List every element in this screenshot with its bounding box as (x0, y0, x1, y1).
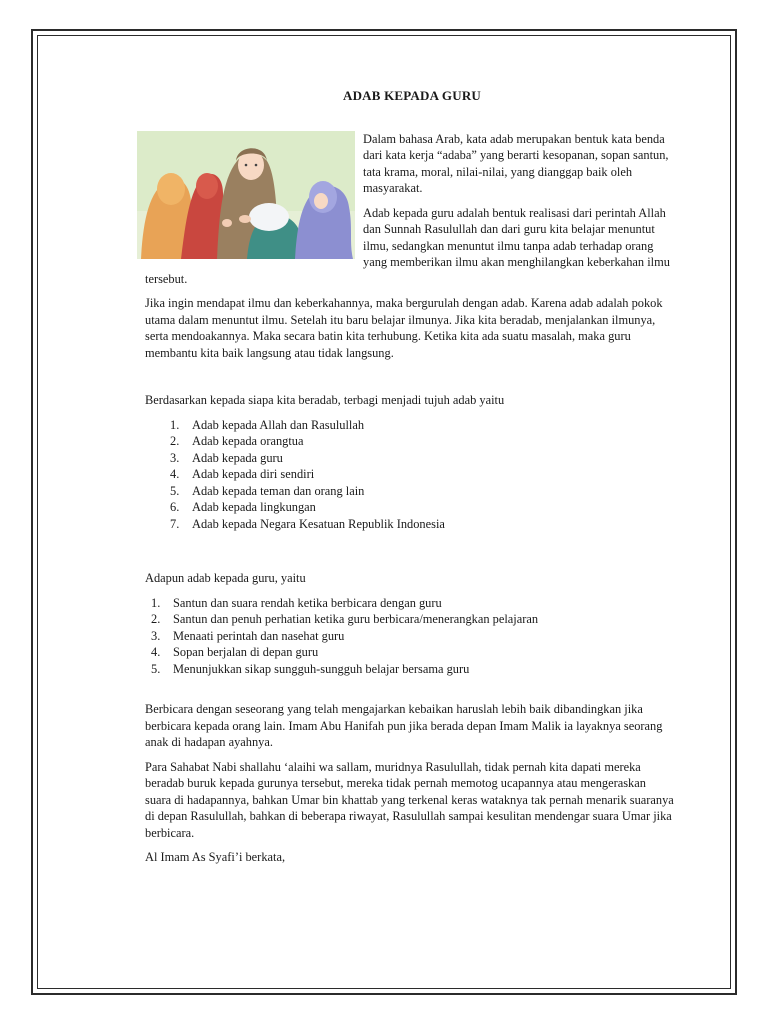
intro-paragraph-3: Jika ingin mendapat ilmu dan keberkahannya, maka bergurulah dengan adab. Karena adab adalah pokok utama dalam menuntut ilmu. Setelah itu baru belajar ilmunya. Jika kita beradab, menjalankan ilmunya, serta mendoakannya. Maka secara batin kita terhubung. Ketika kita ada suatu masalah, maka guru membantu kita baik langsung atau tidak langsung. (145, 296, 663, 360)
list-item: 2. Adab kepada orangtua (170, 434, 304, 448)
list-item: 4. Adab kepada diri sendiri (170, 467, 315, 481)
closing-paragraph-2: Para Sahabat Nabi shallahu ‘alaihi wa sallam, muridnya Rasulullah, tidak pernah kita dapati mereka beradab buruk kepada gurunya tersebut, mereka tidak pernah memotog ucapannya atau mengeraskan suara di hadapannya, bahkan Umar bin khattab yang terkenal keras wataknya tak pernah menarik suaranya di depan Rasulullah, bahkan di beberapa riwayat, Rasulullah sampai kesulitan mendengar suara Umar jika berbicara. (145, 759, 674, 840)
list1-intro: Berdasarkan kepada siapa kita beradab, terbagi menjadi tujuh adab yaitu (145, 393, 505, 407)
closing-paragraph-3: Al Imam As Syafi’i berkata, (145, 850, 286, 864)
list-item: 3. Adab kepada guru (170, 450, 283, 465)
closing-paragraph-1: Berbicara dengan seseorang yang telah mengajarkan kebaikan haruslah lebih baik dibandingkan jika berbicara kepada orang lain. Imam Abu Hanifah pun jika berada depan Imam Malik ia layaknya seorang anak di hadapan ayahnya. (145, 702, 663, 749)
list-item: 4. Sopan berjalan di depan guru (151, 645, 319, 659)
adab-categories-list (145, 417, 675, 533)
document-title: ADAB KEPADA GURU (342, 88, 482, 103)
list-item: 5. Adab kepada teman dan orang lain (170, 483, 365, 498)
list-item: 1. Santun dan suara rendah ketika berbicara dengan guru (151, 595, 442, 610)
intro-paragraph-2: Adab kepada guru adalah bentuk realisasi dari perintah Allah dan Sunnah Rasulullah dan dari guru kita belajar menuntut ilmu, sedangkan menuntut ilmu tanpa adab terhadap orang yang memberikan ilmu akan menghilangkan keberkahan ilmu tersebut. (145, 205, 670, 286)
intro-paragraph-1: Dalam bahasa Arab, kata adab merupakan bentuk kata benda dari kata kerja “adaba” yang berarti kesopanan, sopan santun, tata krama, moral, nilai-nilai, yang dianggap baik oleh masyarakat. (363, 131, 669, 195)
list2-intro: Adapun adab kepada guru, yaitu (145, 571, 306, 585)
list-item: 3. Menaati perintah dan nasehat guru (151, 628, 345, 643)
students-greeting-teacher-illustration (137, 131, 355, 259)
intro-section (145, 131, 675, 362)
list-item: 5. Menunjukkan sikap sungguh-sungguh belajar bersama guru (151, 661, 470, 676)
list-item: 6. Adab kepada lingkungan (170, 500, 316, 514)
list-item: 7. Adab kepada Negara Kesatuan Republik Indonesia (170, 516, 445, 531)
list-item: 2. Santun dan penuh perhatian ketika guru berbicara/menerangkan pelajaran (151, 612, 539, 626)
document-body (145, 88, 675, 874)
list-item: 1. Adab kepada Allah dan Rasulullah (170, 417, 365, 432)
adab-to-teacher-list (145, 595, 675, 678)
